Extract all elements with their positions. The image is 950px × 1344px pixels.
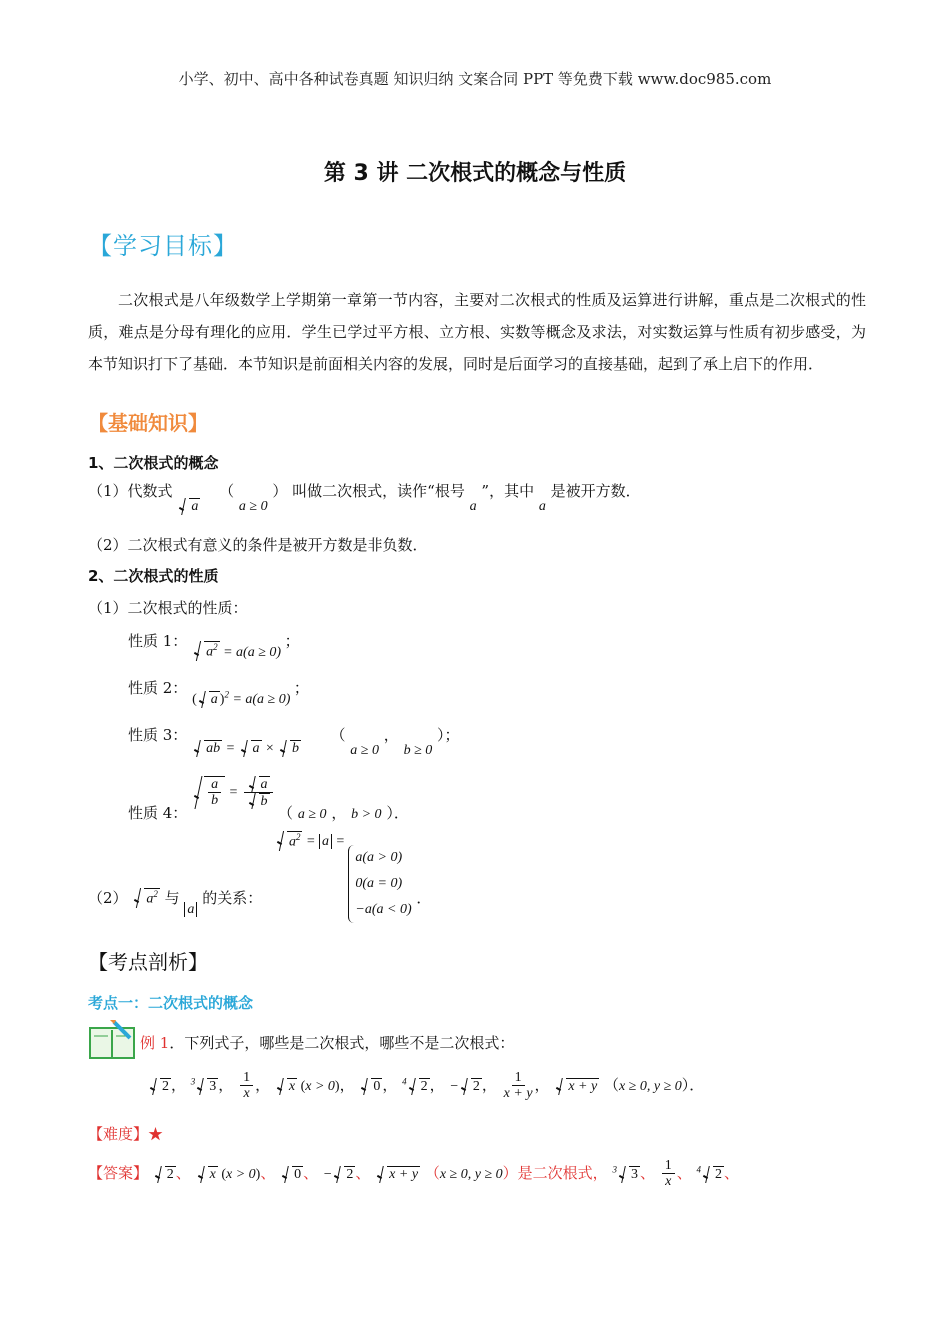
case-zero: 0(a = 0): [355, 876, 403, 891]
exam-analysis-heading: 【考点剖析】: [88, 950, 208, 974]
property-heading: 2、二次根式的性质: [88, 567, 219, 585]
ans-sqrt-x: x (x > 0): [196, 1167, 261, 1182]
ans-fourth-root-2: $^4$ 2: [696, 1164, 723, 1182]
concept-heading: 1、二次根式的概念: [88, 454, 219, 472]
difficulty: 【难度】★: [88, 1125, 164, 1143]
ans-neg-sqrt-2: − 2: [322, 1166, 354, 1182]
ans-sqrt-2: 2: [153, 1167, 176, 1182]
case-positive: a(a > 0): [355, 850, 403, 865]
piecewise-formula: $a^2 = a = a(a > 0)$ 0(a = 0) −a(a < 0): [275, 845, 412, 923]
example-1-prompt: 例 1．下列式子，哪些是二次根式，哪些不是二次根式：: [140, 1034, 515, 1052]
learning-goals-heading: 【学习目标】: [88, 232, 238, 260]
expr-sqrt-2: 2: [148, 1079, 171, 1094]
var-a: a: [469, 499, 477, 514]
top-banner: 小学、初中、高中各种试卷真题 知识归纳 文案合同 PPT 等免费下载 www.doc985.com: [178, 70, 772, 88]
concept-line-prefix: （1）代数式: [88, 482, 173, 500]
basic-knowledge-heading: 【基础知识】: [88, 411, 208, 435]
property-4-formula: $\frac{a}{b}$ = $\frac{a}{b}$: [192, 785, 278, 800]
answer-line: 【答案】 2 、 x (x > 0)、 0 、 − 2 、 x + y （x ≥ 0, y ≥ 0）是二次根式， $^3$ 3 、 $\frac{1}{x}$ 、 $^4$ 2 、: [88, 1158, 740, 1190]
concept-definition-line: （1）代数式 a （ a ≥ 0 ） 叫做二次根式，读作“根号 a ”，其中 a 是被开方数．: [88, 482, 641, 514]
ans-sqrt-0: 0: [280, 1167, 303, 1182]
property-4: 性质 4： $\frac{a}{b}$ = $\frac{a}{b}$ （ a ≥ 0 ， b > 0 ）．: [128, 777, 409, 823]
expr-neg-sqrt-2: − 2: [449, 1078, 480, 1094]
sqrt-abs-relation: （2） $a^2$ 与 a 的关系： $a^2 = a = a(a > 0)$ 0(a = 0) −a(a < 0) ．: [88, 845, 431, 923]
var-a-2: a: [538, 499, 546, 514]
property-1: 性质 1： $a^2 = a(a \ge 0)$ ；: [128, 632, 300, 660]
property-4-cond-a: a ≥ 0: [297, 807, 327, 823]
property-1-formula: $a^2 = a(a \ge 0)$: [192, 645, 284, 660]
concept-condition-line: （2）二次根式有意义的条件是被开方数是非负数．: [88, 536, 428, 554]
property-3: 性质 3： ab = a × b （ a ≥ 0 ， b ≥ 0 ）；: [128, 726, 460, 758]
example-label: 例 1: [140, 1034, 170, 1052]
property-4-cond-b: b > 0: [351, 807, 382, 823]
expr-one-over-x-plus-y: $\frac{1}{x + y}$: [503, 1070, 533, 1102]
expr-cbrt-3: $^3$ 3: [190, 1076, 217, 1094]
property-2-formula: ( a )$^2$ = a(a ≥ 0): [192, 689, 291, 707]
property-2: 性质 2： ( a )$^2$ = a(a ≥ 0) ；: [128, 679, 309, 707]
point-one-heading: 考点一：二次根式的概念: [88, 994, 254, 1012]
expr-fourth-root-2: $^4$ 2: [402, 1076, 428, 1094]
sqrt-a-expression: a: [177, 499, 200, 514]
expr-sqrt-x: x (x > 0): [275, 1079, 340, 1094]
concept-line-mid2: ”，其中: [481, 482, 535, 500]
expr-cond-xy: x ≥ 0, y ≥ 0: [618, 1078, 682, 1094]
property-3-cond-a: a ≥ 0: [350, 743, 379, 758]
expr-one-over-x: $\frac{1}{x}$: [240, 1070, 253, 1102]
ans-sqrt-x-plus-y: x + y: [375, 1167, 420, 1182]
answer-mid: 是二次根式，: [517, 1163, 608, 1182]
concept-line-end: 是被开方数．: [550, 482, 641, 500]
ans-cond-xy: x ≥ 0, y ≥ 0: [439, 1166, 503, 1182]
ans-cbrt-3: $^3$ 3: [612, 1164, 638, 1182]
property-3-cond-b: b ≥ 0: [403, 743, 433, 758]
condition-a-nonneg: a ≥ 0: [238, 499, 268, 514]
expr-sqrt-0: 0: [359, 1079, 382, 1094]
case-negative: −a(a < 0): [355, 902, 412, 917]
expr-sqrt-x-plus-y: x + y: [554, 1079, 599, 1094]
example-1-expressions: 2 ， $^3$ 3 ， $\frac{1}{x}$ ， x (x > 0)， 0 ， $^4$ 2 ， − 2 ， $\frac{1}{x + y}$ ， x + y （x ≥ 0, y ≥ 0）．: [148, 1070, 704, 1102]
abs-a: a: [184, 902, 197, 917]
book-icon: [88, 1018, 138, 1060]
concept-line-mid: 叫做二次根式，读作“根号: [292, 482, 465, 500]
answer-label: 【答案】: [88, 1163, 149, 1182]
intro-paragraph: 二次根式是八年级数学上学期第一章第一节内容，主要对二次根式的性质及运算进行讲解，重点是二次根式的性质，难点是分母有理化的应用．学生已学过平方根、立方根、实数等概念及求法，对实数运算与性质有初步感受，为本节知识打下了基础．本节知识是前面相关内容的发展，同时是后面学习的直接基础，起到了承上启下的作用．: [88, 291, 866, 373]
star-icon: ★: [148, 1125, 164, 1143]
page-title: 第 3 讲 二次根式的概念与性质: [323, 161, 627, 186]
property-sub1: （1）二次根式的性质：: [88, 599, 248, 617]
sqrt-a-squared: $a^2$: [132, 892, 160, 907]
property-3-formula: ab = a × b: [192, 741, 304, 756]
ans-one-over-x: $\frac{1}{x}$: [662, 1158, 675, 1190]
